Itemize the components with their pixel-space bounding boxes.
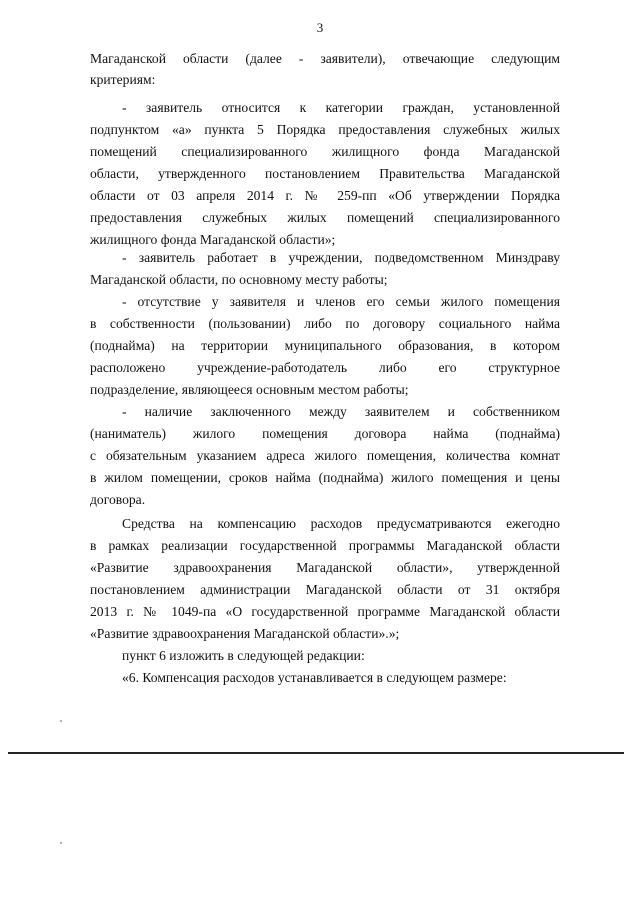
text-line: помещений специализированного жилищного фонда Магаданской [90,144,560,159]
text-line: постановлением администрации Магаданской области от 31 октября [90,582,560,597]
text-line: - отсутствие у заявителя и членов его семьи жилого помещения [122,294,560,309]
text-line: области от 03 апреля 2014 г. № 259-пп «Об утверждении Порядка [90,188,560,203]
page-divider [8,752,624,754]
text-line: Магаданской области, по основному месту работы; [90,272,388,287]
text-line: Средства на компенсацию расходов предусматриваются ежегодно [122,516,560,531]
page-number: 3 [316,20,324,35]
text-line: в собственности (пользовании) либо по договору социального найма [90,316,560,331]
text-line: пункт 6 изложить в следующей редакции: [122,648,365,663]
scan-speck [60,842,62,844]
text-line: подразделение, являющееся основным местом работы; [90,382,409,397]
text-line: 2013 г. № 1049-па «О государственной программе Магаданской области [90,604,560,619]
text-line: расположено учреждение-работодатель либо его структурное [90,360,560,375]
text-line: области, утвержденного постановлением Правительства Магаданской [90,166,560,181]
text-line: - наличие заключенного между заявителем и собственником [122,404,560,419]
text-line: (наниматель) жилого помещения договора найма (поднайма) [90,426,560,441]
text-line: «Развитие здравоохранения Магаданской области», утвержденной [90,560,560,575]
text-line: «6. Компенсация расходов устанавливается в следующем размере: [122,670,507,685]
text-line: (поднайма) на территории муниципального образования, в котором [90,338,560,353]
text-line: с обязательным указанием адреса жилого помещения, количества комнат [90,448,560,463]
text-line: подпунктом «а» пункта 5 Порядка предоставления служебных жилых [90,122,560,137]
scan-speck [60,720,62,722]
text-line: - заявитель относится к категории граждан, установленной [122,100,560,115]
text-line: «Развитие здравоохранения Магаданской области».»; [90,626,400,641]
text-line: - заявитель работает в учреждении, подведомственном Минздраву [122,250,560,265]
text-line: жилищного фонда Магаданской области»; [90,232,336,247]
text-line: предоставления служебных жилых помещений специализированного [90,210,560,225]
text-line: Магаданской области (далее - заявители), отвечающие следующим [90,51,560,66]
text-line: критериям: [90,72,156,87]
text-line: договора. [90,492,146,507]
text-line: в рамках реализации государственной программы Магаданской области [90,538,560,553]
text-line: в жилом помещении, сроков найма (поднайма) жилого помещения и цены [90,470,560,485]
